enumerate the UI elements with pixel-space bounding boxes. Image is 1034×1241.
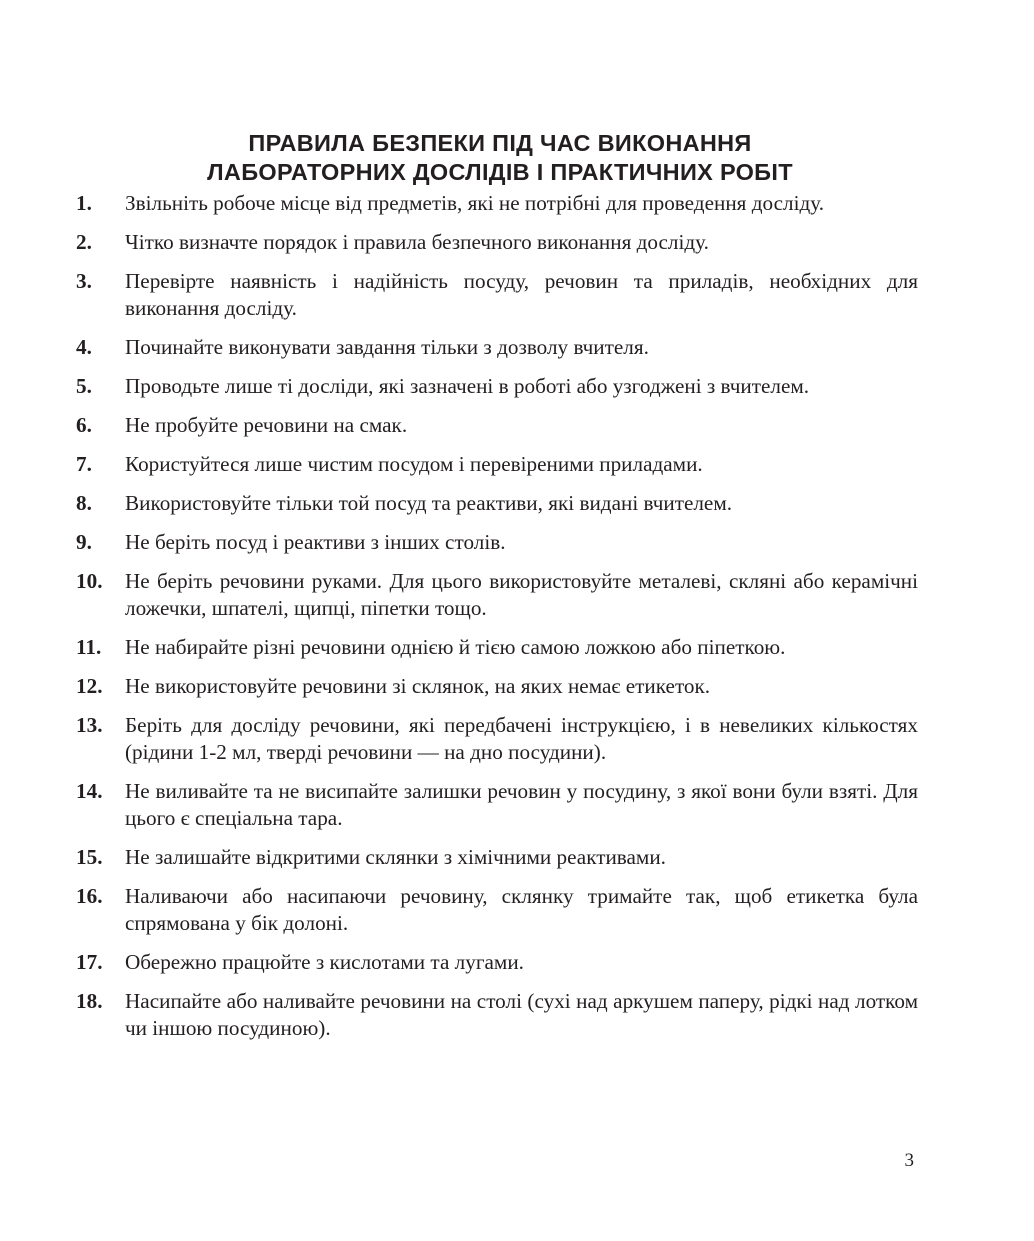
page-title (0, 129, 1000, 187)
rule-text: Не набирайте різні речовини однією й тією самою ложкою або піпеткою. (125, 635, 786, 659)
rule-item (76, 988, 918, 1042)
rule-text: Не беріть речовини руками. Для цього використовуйте металеві, скляні або керамічні ложечки, шпателі, щипці, піпетки тощо. (125, 569, 918, 620)
rule-item (76, 949, 918, 976)
rule-text: Використовуйте тільки той посуд та реактиви, які видані вчителем. (125, 491, 733, 515)
rule-number: 17. (76, 950, 103, 974)
rule-item (76, 373, 918, 400)
rule-number: 13. (76, 713, 103, 737)
rule-number: 18. (76, 989, 103, 1013)
rule-number: 12. (76, 674, 103, 698)
rule-number: 6. (76, 413, 92, 437)
rule-text: Чітко визначте порядок і правила безпечного виконання досліду. (125, 230, 709, 254)
rule-text: Починайте виконувати завдання тільки з дозволу вчителя. (125, 335, 649, 359)
rule-item (76, 712, 918, 766)
rule-number: 4. (76, 335, 92, 359)
rule-text: Насипайте або наливайте речовини на столі (сухі над аркушем паперу, рідкі над лотком чи іншою посудиною). (125, 989, 918, 1040)
rule-number: 7. (76, 452, 92, 476)
rule-number: 3. (76, 269, 92, 293)
page-title-line-1: ПРАВИЛА БЕЗПЕКИ ПІД ЧАС ВИКОНАННЯ (248, 129, 752, 156)
rule-number: 9. (76, 530, 92, 554)
page-number: 3 (904, 1150, 914, 1171)
rule-text: Не виливайте та не висипайте залишки речовин у посудину, з якої вони були взяті. Для цього є спеціальна тара. (125, 779, 918, 830)
rule-number: 16. (76, 884, 103, 908)
rule-item (76, 334, 918, 361)
rule-text: Користуйтеся лише чистим посудом і перевіреними приладами. (125, 452, 703, 476)
rule-text: Не беріть посуд і реактиви з інших столів. (125, 530, 506, 554)
rule-text: Наливаючи або насипаючи речовину, склянку тримайте так, щоб етикетка була спрямована у бік долоні. (125, 884, 918, 935)
rule-item (76, 229, 918, 256)
rule-text: Перевірте наявність і надійність посуду, речовин та приладів, необхідних для виконання досліду. (125, 269, 918, 320)
rule-item (76, 268, 918, 322)
rule-item (76, 673, 918, 700)
rule-item (76, 844, 918, 871)
rule-number: 1. (76, 191, 92, 215)
rule-item (76, 634, 918, 661)
rule-number: 8. (76, 491, 92, 515)
rule-item (76, 412, 918, 439)
rule-item (76, 451, 918, 478)
rule-item (76, 190, 918, 217)
rule-number: 2. (76, 230, 92, 254)
rule-item (76, 490, 918, 517)
rule-text: Обережно працюйте з кислотами та лугами. (125, 950, 524, 974)
rule-item (76, 883, 918, 937)
rule-number: 11. (76, 635, 102, 659)
rule-item (76, 568, 918, 622)
rule-item (76, 529, 918, 556)
rule-text: Звільніть робоче місце від предметів, які не потрібні для проведення досліду. (125, 191, 825, 215)
rule-text: Не залишайте відкритими склянки з хімічними реактивами. (125, 845, 666, 869)
rule-text: Беріть для досліду речовини, які передбачені інструкцією, і в невеликих кількостях (рідини 1-2 мл, тверді речовини — на дно посудини). (125, 713, 918, 764)
rule-item (76, 778, 918, 832)
safety-rules-list (76, 190, 918, 1054)
rule-text: Не пробуйте речовини на смак. (125, 413, 408, 437)
rule-number: 10. (76, 569, 103, 593)
rule-number: 14. (76, 779, 103, 803)
page-title-line-2: ЛАБОРАТОРНИХ ДОСЛІДІВ І ПРАКТИЧНИХ РОБІТ (207, 158, 793, 185)
rule-text: Проводьте лише ті досліди, які зазначені в роботі або узгоджені з вчителем. (125, 374, 810, 398)
rule-number: 5. (76, 374, 92, 398)
rule-text: Не використовуйте речовини зі склянок, на яких немає етикеток. (125, 674, 711, 698)
rule-number: 15. (76, 845, 103, 869)
